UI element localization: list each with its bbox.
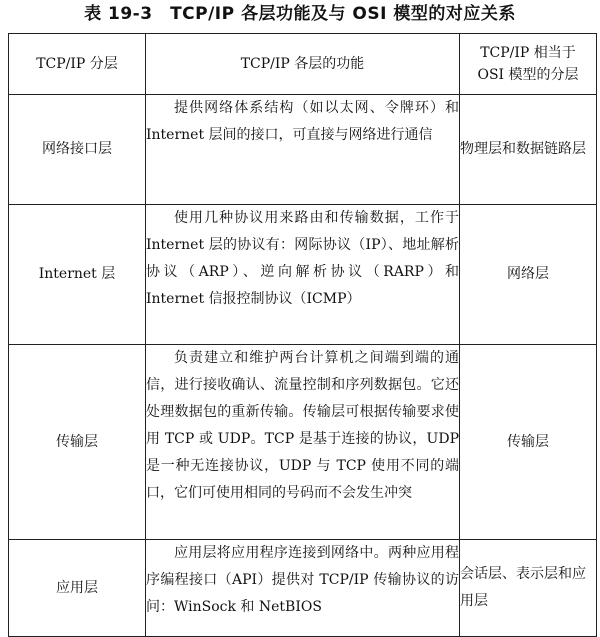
cell-layer: 传输层 xyxy=(9,345,146,540)
header-layer: TCP/IP 分层 xyxy=(9,34,146,95)
cell-function: 应用层将应用程序连接到网络中。两种应用程序编程接口（API）提供对 TCP/IP 传输协议的访问：WinSock 和 NetBIOS xyxy=(146,540,460,637)
cell-function: 负责建立和维护两台计算机之间端到端的通信，进行接收确认、流量控制和序列数据包。它还处理数据包的重新传输。传输层可根据传输要求使用 TCP 或 UDP。TCP 是基于连接的协议，UDP 是一种无连接协议，UDP 与 TCP 使用不同的端口，它们可使用相同的号码而不会发生冲突 xyxy=(146,345,460,540)
table-row xyxy=(9,205,597,345)
table-caption: 表 19-3 TCP/IP 各层功能及与 OSI 模型的对应关系 xyxy=(84,4,516,24)
cell-layer: 网络接口层 xyxy=(9,95,146,205)
cell-osi: 传输层 xyxy=(460,345,597,540)
cell-osi: 物理层和数据链路层 xyxy=(460,95,597,205)
tcpip-layer-table xyxy=(8,33,597,637)
header-osi: TCP/IP 相当于 OSI 模型的分层 xyxy=(460,34,597,95)
table-header-row xyxy=(9,34,597,95)
cell-osi: 网络层 xyxy=(460,205,597,345)
cell-layer: 应用层 xyxy=(9,540,146,637)
header-function: TCP/IP 各层的功能 xyxy=(146,34,460,95)
cell-function: 使用几种协议用来路由和传输数据，工作于 Internet 层的协议有：网际协议（IP）、地址解析协议（ARP）、逆向解析协议（RARP）和 Internet 信报控制协议（ICMP） xyxy=(146,205,460,345)
table-row xyxy=(9,345,597,540)
table-row xyxy=(9,95,597,205)
cell-osi: 会话层、表示层和应用层 xyxy=(460,540,597,637)
cell-layer: Internet 层 xyxy=(9,205,146,345)
table-row xyxy=(9,540,597,637)
cell-function: 提供网络体系结构（如以太网、令牌环）和 Internet 层间的接口，可直接与网络进行通信 xyxy=(146,95,460,205)
